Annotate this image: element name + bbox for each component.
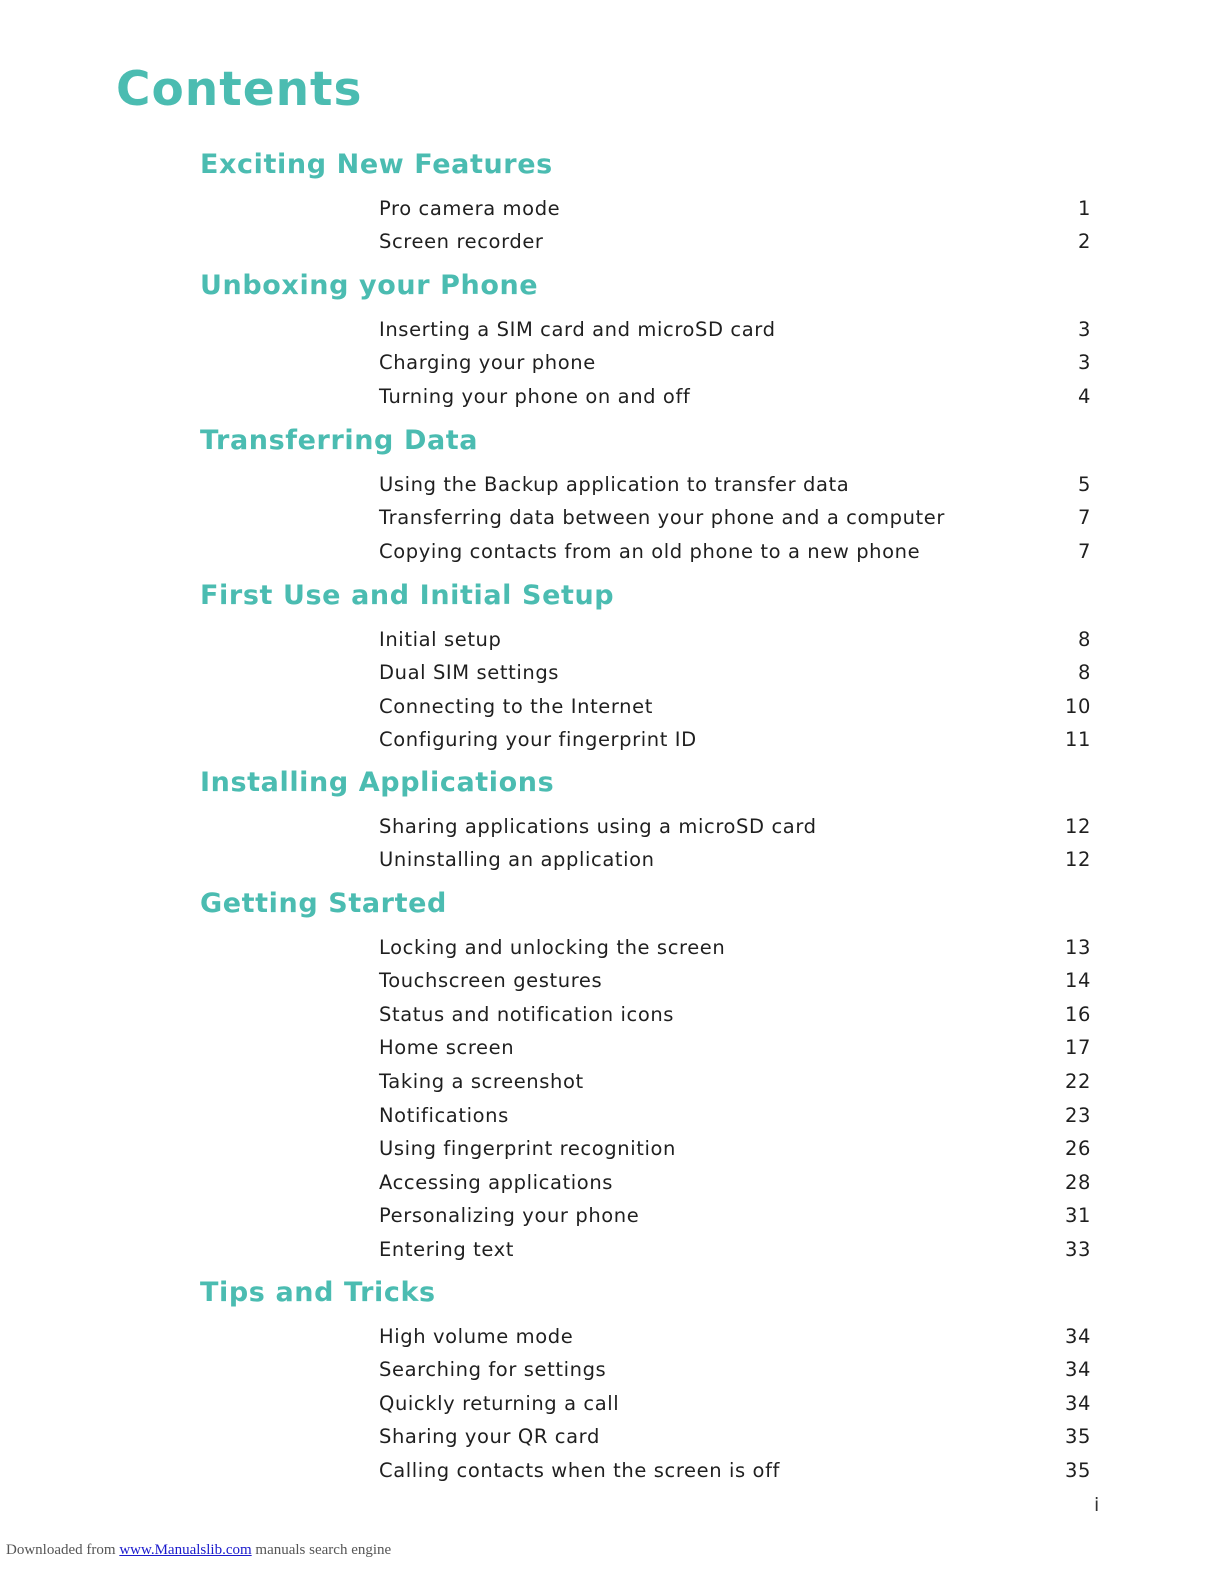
toc-entry[interactable] xyxy=(379,811,1091,841)
toc-entry-label: Taking a screenshot xyxy=(379,1069,584,1093)
toc-entry-page-number: 35 xyxy=(1064,1425,1091,1449)
toc-entry-label: Charging your phone xyxy=(379,351,596,375)
page-number: i xyxy=(1094,1494,1100,1516)
section-heading[interactable]: Installing Applications xyxy=(200,767,555,798)
toc-entry-page-number: 4 xyxy=(1077,384,1091,408)
toc-entry[interactable] xyxy=(379,999,1091,1029)
toc-entry[interactable] xyxy=(379,966,1091,996)
toc-entry-label: Touchscreen gestures xyxy=(379,969,603,993)
toc-entry[interactable] xyxy=(379,1234,1091,1264)
toc-entry-page-number: 1 xyxy=(1077,196,1091,220)
toc-entry[interactable] xyxy=(379,227,1091,257)
manualslib-link[interactable]: www.Manualslib.com xyxy=(119,1542,252,1558)
toc-entry-label: Notifications xyxy=(379,1103,509,1127)
toc-entry-page-number: 12 xyxy=(1064,848,1091,872)
toc-entry-label: Uninstalling an application xyxy=(379,848,655,872)
toc-entry-page-number: 3 xyxy=(1077,351,1091,375)
toc-entry-page-number: 10 xyxy=(1064,694,1091,718)
toc-entry[interactable] xyxy=(379,1455,1091,1485)
toc-entry-label: Searching for settings xyxy=(379,1358,607,1382)
toc-entry-label: Copying contacts from an old phone to a new phone xyxy=(379,539,921,563)
section-heading[interactable]: Exciting New Features xyxy=(200,149,553,180)
toc-entry[interactable] xyxy=(379,348,1091,378)
toc-entry-label: Dual SIM settings xyxy=(379,661,560,685)
section-heading[interactable]: Unboxing your Phone xyxy=(200,270,539,301)
toc-entry-page-number: 22 xyxy=(1064,1069,1091,1093)
toc-entry-page-number: 14 xyxy=(1064,969,1091,993)
toc-entry-page-number: 11 xyxy=(1064,728,1091,752)
footer-prefix: Downloaded from xyxy=(6,1542,120,1558)
toc-entry-page-number: 34 xyxy=(1064,1391,1091,1415)
footer-suffix: manuals search engine xyxy=(251,1542,392,1558)
toc-entry-page-number: 31 xyxy=(1064,1204,1091,1228)
toc-entry[interactable] xyxy=(379,1422,1091,1452)
toc-entry-label: Status and notification icons xyxy=(379,1002,675,1026)
toc-entry-page-number: 5 xyxy=(1077,472,1091,496)
section-heading[interactable]: Tips and Tricks xyxy=(200,1277,436,1308)
toc-entry-page-number: 28 xyxy=(1064,1170,1091,1194)
toc-entry[interactable] xyxy=(379,1100,1091,1130)
toc-entry-label: Configuring your fingerprint ID xyxy=(379,728,697,752)
toc-entry-label: Entering text xyxy=(379,1237,514,1261)
toc-entry[interactable] xyxy=(379,314,1091,344)
toc-entry[interactable] xyxy=(379,1321,1091,1351)
toc-entry-page-number: 34 xyxy=(1064,1324,1091,1348)
toc-entry-label: High volume mode xyxy=(379,1324,574,1348)
toc-entry[interactable] xyxy=(379,691,1091,721)
toc-entry-label: Transferring data between your phone and a computer xyxy=(379,506,946,530)
toc-entry-label: Personalizing your phone xyxy=(379,1204,640,1228)
toc-entry-label: Screen recorder xyxy=(379,230,544,254)
toc-entry[interactable] xyxy=(379,845,1091,875)
toc-entry[interactable] xyxy=(379,725,1091,755)
toc-entry-page-number: 8 xyxy=(1077,627,1091,651)
toc-entry-label: Using fingerprint recognition xyxy=(379,1137,676,1161)
toc-entry[interactable] xyxy=(379,1201,1091,1231)
toc-entry[interactable] xyxy=(379,1388,1091,1418)
toc-entry-page-number: 35 xyxy=(1064,1458,1091,1482)
toc-entry-label: Using the Backup application to transfer data xyxy=(379,472,850,496)
toc-entry-label: Sharing applications using a microSD card xyxy=(379,814,817,838)
toc-entry-label: Turning your phone on and off xyxy=(379,384,691,408)
toc-entry[interactable] xyxy=(379,381,1091,411)
toc-entry[interactable] xyxy=(379,1033,1091,1063)
download-footer xyxy=(6,1542,391,1559)
toc-entry-page-number: 7 xyxy=(1077,506,1091,530)
toc-entry-page-number: 34 xyxy=(1064,1358,1091,1382)
toc-entry-page-number: 3 xyxy=(1077,317,1091,341)
toc-entry[interactable] xyxy=(379,469,1091,499)
toc-entry-label: Calling contacts when the screen is off xyxy=(379,1458,781,1482)
toc-entry-page-number: 33 xyxy=(1064,1237,1091,1261)
page-title: Contents xyxy=(116,62,363,117)
toc-entry-page-number: 2 xyxy=(1077,230,1091,254)
toc-entry-page-number: 16 xyxy=(1064,1002,1091,1026)
toc-entry-label: Sharing your QR card xyxy=(379,1425,600,1449)
toc-entry-label: Initial setup xyxy=(379,627,502,651)
toc-entry-page-number: 26 xyxy=(1064,1137,1091,1161)
section-heading[interactable]: Transferring Data xyxy=(200,425,479,456)
toc-entry-label: Accessing applications xyxy=(379,1170,614,1194)
toc-entry-page-number: 17 xyxy=(1064,1036,1091,1060)
toc-entry-label: Locking and unlocking the screen xyxy=(379,935,726,959)
toc-entry[interactable] xyxy=(379,624,1091,654)
toc-entry-page-number: 23 xyxy=(1064,1103,1091,1127)
toc-entry[interactable] xyxy=(379,1134,1091,1164)
toc-entry-label: Home screen xyxy=(379,1036,515,1060)
toc-entry[interactable] xyxy=(379,193,1091,223)
toc-entry-label: Connecting to the Internet xyxy=(379,694,653,718)
section-heading[interactable]: First Use and Initial Setup xyxy=(200,580,615,611)
toc-entry[interactable] xyxy=(379,1167,1091,1197)
toc-entry-label: Pro camera mode xyxy=(379,196,561,220)
toc-entry-label: Inserting a SIM card and microSD card xyxy=(379,317,776,341)
toc-entry-page-number: 8 xyxy=(1077,661,1091,685)
toc-entry-page-number: 13 xyxy=(1064,935,1091,959)
toc-entry[interactable] xyxy=(379,658,1091,688)
toc-entry-page-number: 7 xyxy=(1077,539,1091,563)
toc-entry[interactable] xyxy=(379,536,1091,566)
toc-entry[interactable] xyxy=(379,932,1091,962)
toc-entry[interactable] xyxy=(379,1066,1091,1096)
toc-entry-label: Quickly returning a call xyxy=(379,1391,620,1415)
toc-entry[interactable] xyxy=(379,1355,1091,1385)
toc-entry-page-number: 12 xyxy=(1064,814,1091,838)
toc-entry[interactable] xyxy=(379,503,1091,533)
section-heading[interactable]: Getting Started xyxy=(200,888,447,919)
